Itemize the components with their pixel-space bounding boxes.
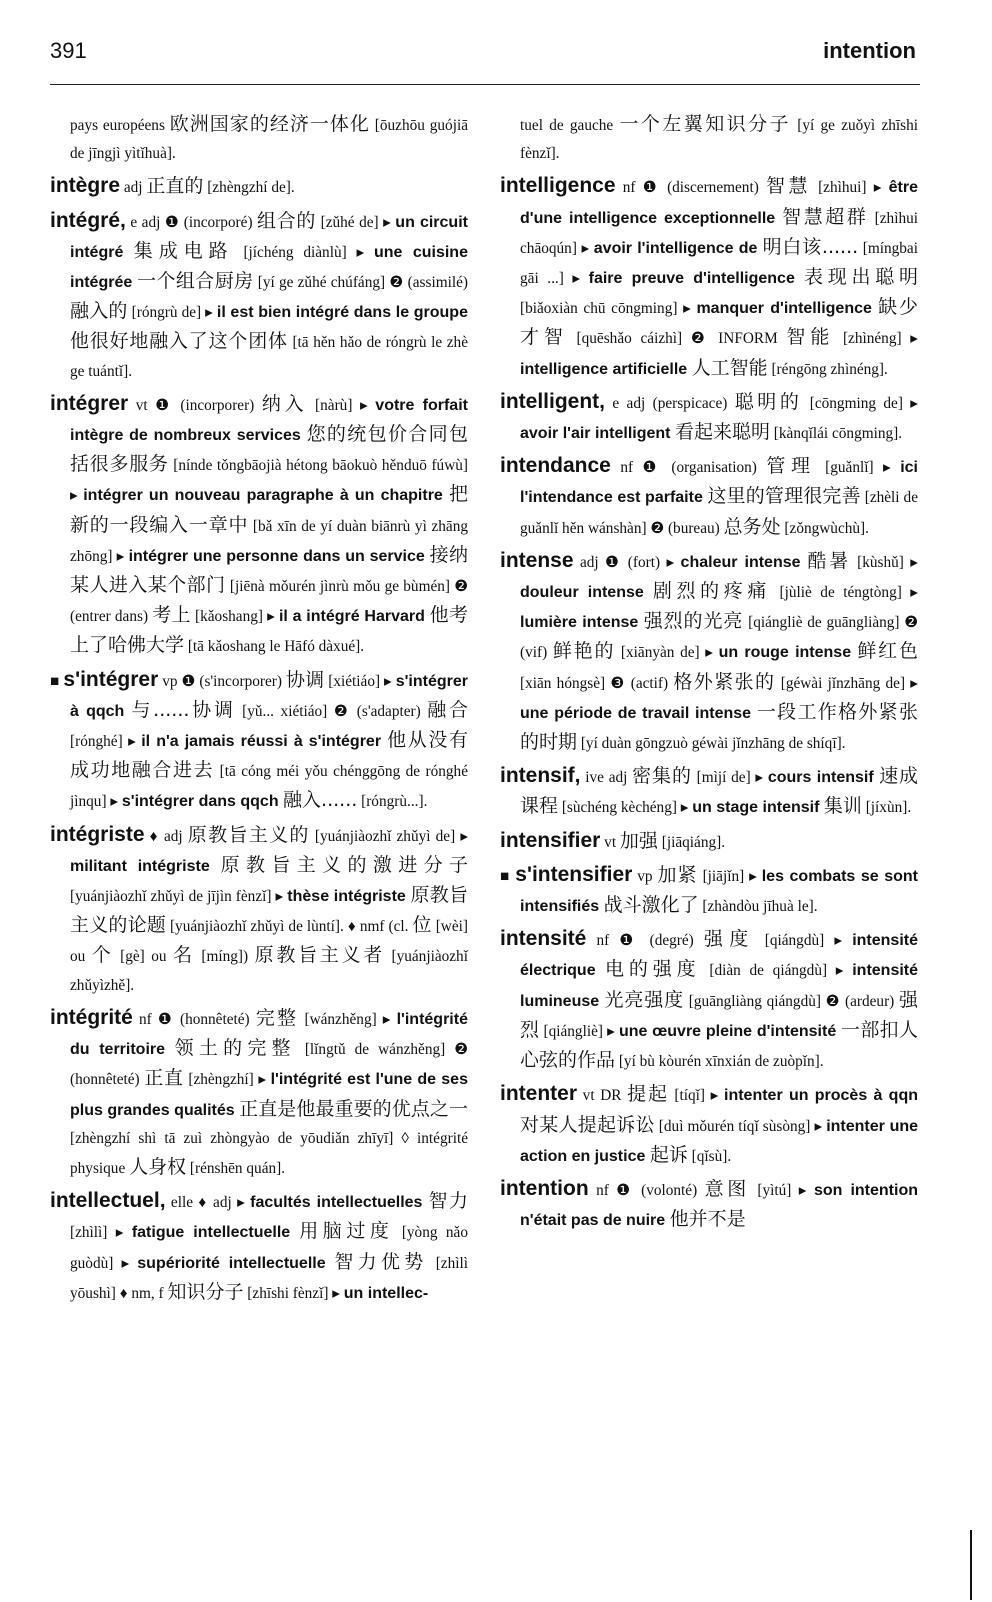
dictionary-entry: intensif, ive adj 密集的 [mìjí de] ▸ cours intensif 速成课程 [sùchéng kèchéng] ▸ un stage intensif 集训 [jíxùn]. — [500, 764, 918, 818]
dictionary-entry: intellectuel, elle ♦ adj ▸ facultés intellectuelles 智力 [zhìlì] ▸ fatigue intellectuelle 用脑过度 [yòng nǎo guòdù] ▸ supériorité intellectuelle 智力优势 [zhìlì yōushì] ♦ nm, f 知识分子 [zhīshi fènzǐ] ▸ un intellec- — [50, 1189, 468, 1303]
dictionary-entry: intendance nf ❶ (organisation) 管理 [guǎnlǐ] ▸ ici l'intendance est parfaite 这里的管理很完善 [zhèli de guǎnlǐ hěn wánshàn] ❷ (bureau) 总务处 [zǒngwùchù]. — [500, 454, 918, 538]
page-number: 391 — [50, 38, 87, 63]
guide-word: intention — [823, 38, 916, 63]
dictionary-entry: intègre adj 正直的 [zhèngzhí de]. — [50, 174, 295, 198]
dictionary-entry: intention nf ❶ (volonté) 意图 [yìtú] ▸ son intention n'était pas de nuire 他并不是 — [500, 1176, 918, 1231]
dictionary-entry: ■ s'intégrer vp ❶ (s'incorporer) 协调 [xiétiáo] ▸ s'intégrer à qqch 与......协调 [yǔ... xiétiáo] ❷ (s'adapter) 融合 [rónghé] ▸ il n'a jamais réussi à s'intégrer 他从没有成功地融合进去 [tā cóng méi yǒu chénggōng de rónghé jìnqu] ▸ s'intégrer dans qqch 融入...... [róngrù...]. — [50, 667, 468, 812]
right-column — [500, 110, 918, 1239]
dictionary-entry: intelligence nf ❶ (discernement) 智慧 [zhìhui] ▸ être d'une intelligence exceptionnelle 智慧超群 [zhìhui chāoqún] ▸ avoir l'intelligence de 明白该...... [míngbai gāi ...] ▸ faire preuve d'intelligence 表现出聪明 [biǎoxiàn chū cōngming] ▸ manquer d'intelligence 缺少才智 [quēshǎo cáizhì] ❷ INFORM 智能 [zhìnéng] ▸ intelligence artificielle 人工智能 [réngōng zhìnéng]. — [500, 174, 919, 379]
left-column — [50, 110, 468, 1312]
header-rule — [50, 84, 920, 85]
dictionary-entry: intégré, e adj ❶ (incorporé) 组合的 [zǔhé de] ▸ un circuit intégré 集成电路 [jíchéng diànlù] ▸ une cuisine intégrée 一个组合厨房 [yí ge zǔhé chúfáng] ❷ (assimilé) 融入的 [róngrù de] ▸ il est bien intégré dans le groupe 他很好地融入了这个团体 [tā hěn hǎo de róngrù le zhè ge tuántǐ]. — [50, 208, 468, 380]
dictionary-entry: intenter vt DR 提起 [tíqǐ] ▸ intenter un procès à qqn 对某人提起诉讼 [duì mǒurén tíqǐ sùsòng] ▸ intenter une action en justice 起诉 [qǐsù]. — [500, 1082, 919, 1166]
page-header — [50, 38, 916, 68]
dictionary-entry: intense adj ❶ (fort) ▸ chaleur intense 酷暑 [kùshǔ] ▸ douleur intense 剧烈的疼痛 [jùliè de téngtòng] ▸ lumière intense 强烈的光亮 [qiángliè de guāngliàng] ❷ (vif) 鲜艳的 [xiānyàn de] ▸ un rouge intense 鲜红色 [xiān hóngsè] ❸ (actif) 格外紧张的 [géwài jǐnzhāng de] ▸ une période de travail intense 一段工作格外紧张的时期 [yí duàn gōngzuò géwài jǐnzhāng de shíqī]. — [500, 548, 918, 754]
dictionary-entry: intensifier vt 加强 [jiāqiáng]. — [500, 828, 726, 852]
dictionary-entry: intégriste ♦ adj 原教旨主义的 [yuánjiàozhǐ zhǔyì de] ▸ militant intégriste 原教旨主义的激进分子 [yuánjiàozhǐ zhǔyì de jījìn fènzǐ] ▸ thèse intégriste 原教旨主义的论题 [yuánjiàozhǐ zhǔyì de lùntí]. ♦ nmf (cl. 位 [wèi] ou 个 [gè] ou 名 [míng]) 原教旨主义者 [yuánjiàozhǐ zhǔyìzhě]. — [50, 822, 468, 994]
dictionary-entry: intelligent, e adj (perspicace) 聪明的 [cōngming de] ▸ avoir l'air intelligent 看起来聪明 [kànqǐlái cōngming]. — [500, 389, 918, 444]
dictionary-entry: intégrité nf ❶ (honnêteté) 完整 [wánzhěng] ▸ l'intégrité du territoire 领土的完整 [lǐngtǔ de wánzhěng] ❷ (honnêteté) 正直 [zhèngzhí] ▸ l'intégrité est l'une de ses plus grandes qualités 正直是他最重要的优点之一 [zhèngzhí shì tā zuì zhòngyào de yōudiǎn zhīyī] ◊ intégrité physique 人身权 [rénshēn quán]. — [50, 1005, 468, 1178]
dictionary-entry: tuel de gauche 一个左翼知识分子 [yí ge zuǒyì zhīshi fènzǐ]. — [520, 113, 918, 163]
dictionary-entry: pays européens 欧洲国家的经济一体化 [ōuzhōu guójiā de jīngjì yìtǐhuà]. — [70, 113, 468, 163]
dictionary-entry: intégrer vt ❶ (incorporer) 纳入 [nàrù] ▸ votre forfait intègre de nombreux services 您的统包价合同包括很多服务 [nínde tǒngbāojià hétong bāokuò hěnduō fúwù] ▸ intégrer un nouveau paragraphe à un chapitre 把新的一段编入一章中 [bǎ xīn de yí duàn biānrù yì zhāng zhōng] ▸ intégrer une personne dans un service 接纳某人进入某个部门 [jiēnà mǒurén jìnrù mǒu ge bùmén] ❷ (entrer dans) 考上 [kǎoshang] ▸ il a intégré Harvard 他考上了哈佛大学 [tā kǎoshang le Hāfó dàxué]. — [50, 391, 468, 657]
dictionary-entry: intensité nf ❶ (degré) 强度 [qiángdù] ▸ intensité électrique 电的强度 [diàn de qiángdù] ▸ intensité lumineuse 光亮强度 [guāngliàng qiángdù] ❷ (ardeur) 强烈 [qiángliè] ▸ une œuvre pleine d'intensité 一部扣人心弦的作品 [yí bù kòurén xīnxián de zuòpǐn]. — [500, 927, 919, 1072]
dictionary-entry: ■ s'intensifier vp 加紧 [jiājǐn] ▸ les combats se sont intensifiés 战斗激化了 [zhàndòu jīhuà le]. — [500, 862, 918, 917]
page-edge-mark — [970, 1530, 972, 1600]
